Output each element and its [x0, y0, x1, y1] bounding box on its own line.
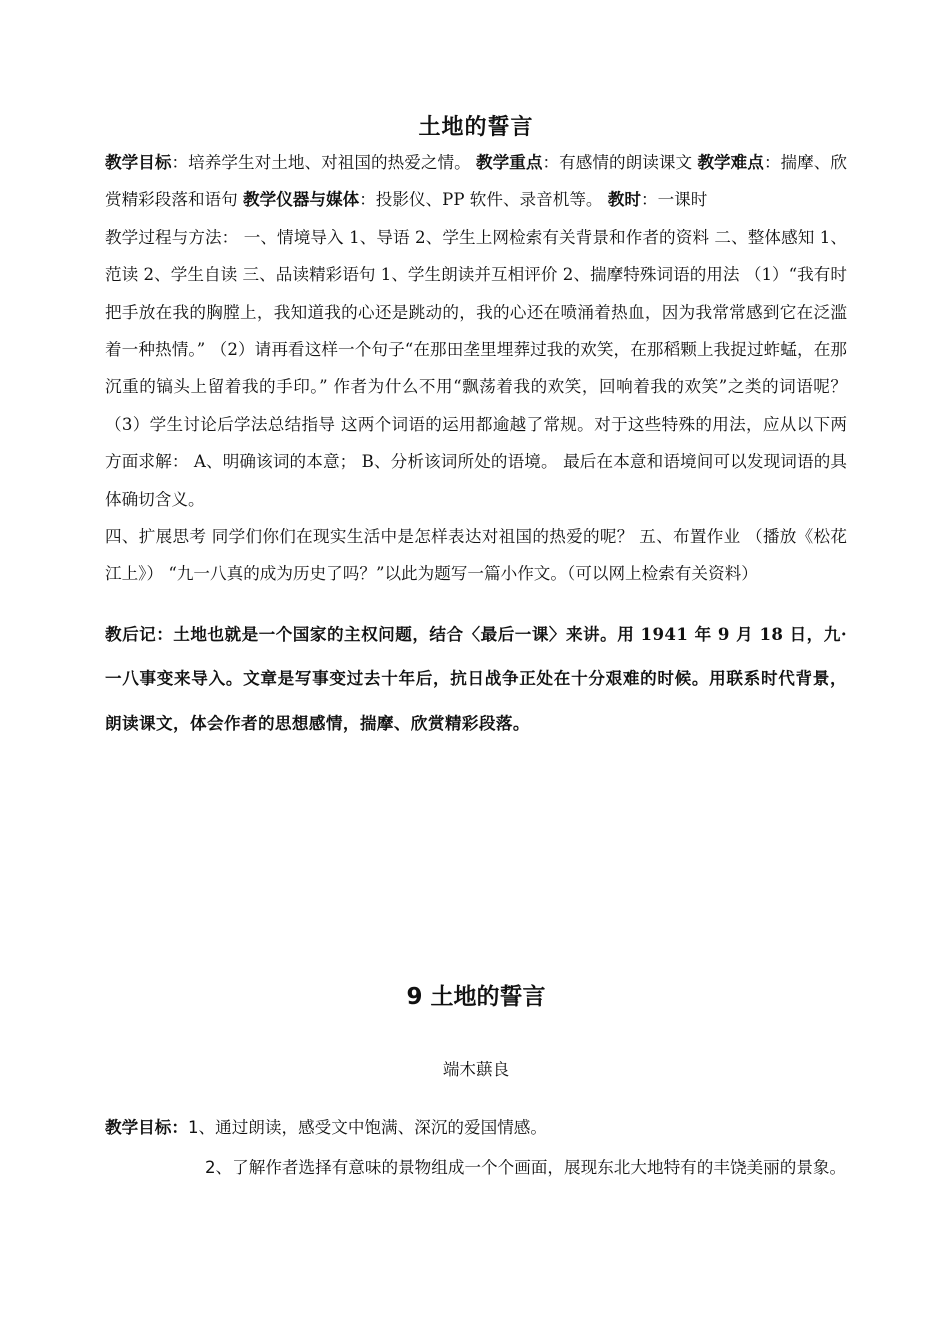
objectives-block: [105, 1108, 847, 1188]
process-paragraph: 教学过程与方法： 一、情境导入 1、导语 2、学生上网检索有关背景和作者的资料 二、整体感知 1、范读 2、学生自读 三、品读精彩语句 1、学生朗读并互相评价 2、揣摩特殊词语的用法 （1）“我有时把手放在我的胸膛上，我知道我的心还是跳动的，我的心还在喷涌着热血，因为我常常感到它在泛滥着一种热情。” （2）请再看这样一个句子“在那田垄里埋葬过我的欢笑，在那稻颗上我捉过蚱蜢，在那沉重的镐头上留着我的手印。” 作者为什么不用“飘荡着我的欢笑，回响着我的欢笑”之类的词语呢？ （3）学生讨论后学法总结指导 这两个词语的运用都逾越了常规。对于这些特殊的用法，应从以下两方面求解： A、明确该词的本意； B、分析该词所处的语境。 最后在本意和语境间可以发现词语的具体确切含义。: [105, 227, 847, 509]
label-media: 教学仪器与媒体: [243, 189, 360, 210]
lesson-title: 9 土地的誓言: [406, 984, 546, 1010]
text-key-point: ：有感情的朗读课文: [542, 153, 698, 172]
extension-paragraph: 四、扩展思考 同学们你们在现实生活中是怎样表达对祖国的热爱的呢？ 五、布置作业 （播放《松花江上》） “九一八真的成为历史了吗？”以此为题写一篇小作文。（可以网上检索有关资料）: [105, 527, 847, 584]
text-objective: ：培养学生对土地、对祖国的热爱之情。: [171, 153, 477, 172]
objectives-label: 教学目标：: [105, 1118, 188, 1137]
text-media: ：投影仪、PP 软件、录音机等。: [359, 190, 608, 210]
label-key-point: 教学重点: [476, 152, 543, 172]
objective-line-1: [105, 1108, 847, 1148]
afterword-paragraph: 教后记：土地也就是一个国家的主权问题，结合〈最后一课〉来讲。用 1941 年 9 月 18 日，九·一八事变来导入。文章是写事变过去十年后，抗日战争正处在十分艰难的时候。用联系时代背景，朗读课文，体会作者的思想感情，揣摩、欣赏精彩段落。: [105, 623, 847, 733]
lesson-info-paragraph: [105, 144, 847, 219]
label-difficulty: 教学难点: [697, 152, 764, 172]
document-title: 土地的誓言: [418, 114, 534, 140]
label-objective: 教学目标: [105, 152, 172, 172]
document-page: [105, 112, 848, 1177]
objective-2: 2、了解作者选择有意味的景物组成一个个画面，展现东北大地特有的丰饶美丽的景象。: [205, 1158, 847, 1177]
text-hours: ：一课时: [640, 190, 708, 210]
label-hours: 教时: [607, 189, 641, 210]
text-difficulty: ：揣摩、欣赏精彩段落和语句: [105, 153, 848, 210]
lesson-author: 端木蕻良: [442, 1060, 510, 1079]
objective-1: 1、通过朗读，感受文中饱满、深沉的爱国情感。: [187, 1118, 547, 1137]
